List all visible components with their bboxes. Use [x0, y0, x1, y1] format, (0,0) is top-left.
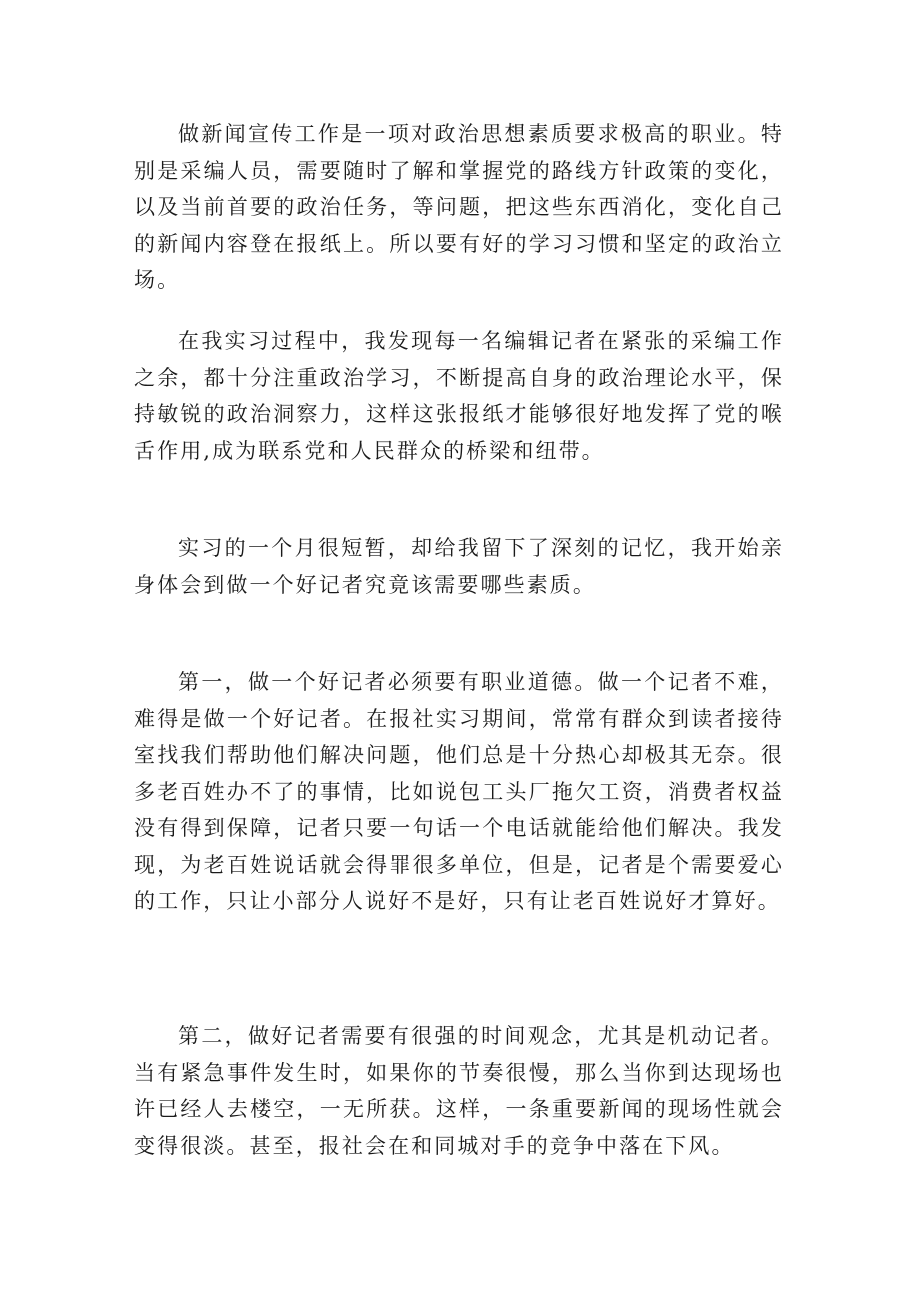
paragraph: 做新闻宣传工作是一项对政治思想素质要求极高的职业。特别是采编人员，需要随时了解和掌握党的路线方针政策的变化，以及当前首要的政治任务，等问题，把这些东西消化，变化自己的新闻内容登在报纸上。所以要有好的学习习惯和坚定的政治立场。 [134, 122, 784, 292]
paragraph: 在我实习过程中，我发现每一名编辑记者在紧张的采编工作之余，都十分注重政治学习，不断提高自身的政治理论水平，保持敏锐的政治洞察力，这样这张报纸才能够很好地发挥了党的喉舌作用,成为联系党和人民群众的桥梁和纽带。 [134, 329, 784, 463]
paragraph: 第一，做一个好记者必须要有职业道德。做一个记者不难，难得是做一个好记者。在报社实习期间，常常有群众到读者接待室找我们帮助他们解决问题，他们总是十分热心却极其无奈。很多老百姓办不了的事情，比如说包工头厂拖欠工资，消费者权益没有得到保障，记者只要一句话一个电话就能给他们解决。我发现，为老百姓说话就会得罪很多单位，但是，记者是个需要爱心的工作，只让小部分人说好不是好，只有让老百姓说好才算好。 [134, 670, 784, 913]
paragraph: 第二，做好记者需要有很强的时间观念，尤其是机动记者。当有紧急事件发生时，如果你的节奏很慢，那么当你到达现场也许已经人去楼空，一无所获。这样，一条重要新闻的现场性就会变得很淡。甚至，报社会在和同城对手的竞争中落在下风。 [134, 1024, 784, 1158]
paragraph: 实习的一个月很短暂，却给我留下了深刻的记忆，我开始亲身体会到做一个好记者究竟该需要哪些素质。 [134, 536, 784, 597]
